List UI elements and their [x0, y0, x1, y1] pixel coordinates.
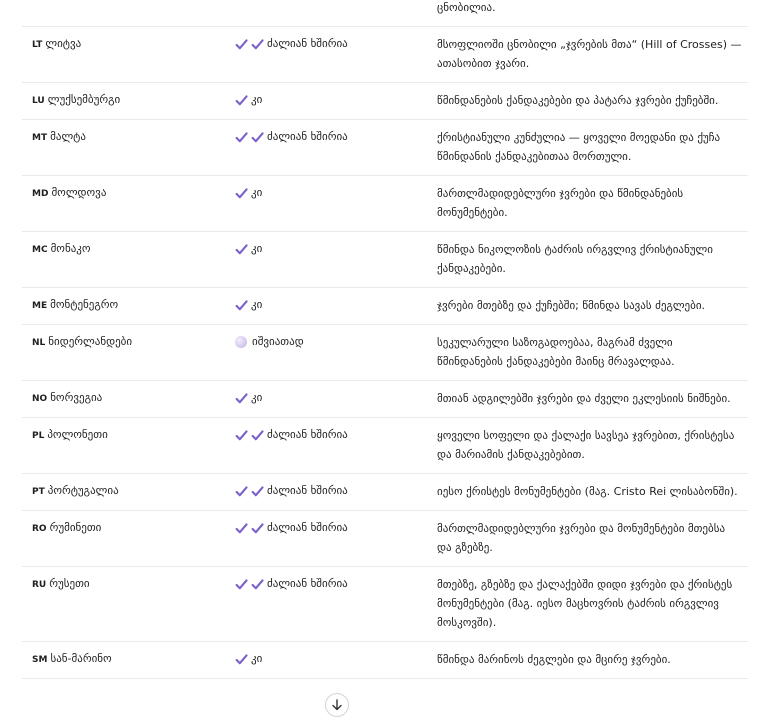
status-label: კი — [251, 298, 263, 311]
country-name: ლიტვა — [45, 37, 82, 50]
check-icon — [251, 522, 264, 535]
status-label: კი — [251, 652, 263, 665]
status-label: ძალიან ხშირია — [267, 130, 348, 143]
country-name: მონაკო — [50, 242, 91, 255]
country-name: ნორვეგია — [50, 391, 103, 404]
table-row — [22, 232, 748, 288]
country-cell — [22, 35, 235, 54]
country-code: PT — [32, 487, 45, 497]
country-cell — [22, 650, 235, 669]
country-name: ნიდერლანდები — [48, 335, 133, 348]
note-cell: წმინდა ნიკოლოზის ტაძრის ირგვლივ ქრისტიანული ქანდაკებები. — [437, 243, 713, 275]
country-code: SM — [32, 655, 48, 665]
country-cell — [22, 426, 235, 445]
country-cell — [22, 240, 235, 259]
status-cell — [235, 482, 437, 500]
table-row — [22, 325, 748, 381]
waning-moon-icon — [235, 336, 247, 348]
check-icon — [251, 131, 264, 144]
country-name: სან-მარინო — [50, 652, 112, 665]
check-icon — [235, 243, 248, 256]
check-icon — [235, 392, 248, 405]
table-row — [22, 381, 748, 418]
note-cell: მთიან ადგილებში ჯვრები და ძველი ეკლესიის ნიშნები. — [437, 392, 731, 405]
table-row — [22, 511, 748, 567]
country-cell — [22, 519, 235, 538]
status-label: კი — [251, 186, 263, 199]
country-code: NL — [32, 338, 46, 348]
country-code: LT — [32, 40, 43, 50]
country-name: მოლდოვა — [51, 186, 107, 199]
country-code: MT — [32, 133, 48, 143]
status-cell — [235, 333, 437, 351]
check-icon — [235, 578, 248, 591]
status-label: ძალიან ხშირია — [267, 521, 348, 534]
countries-table — [22, 0, 748, 679]
note-cell: ყოველი სოფელი და ქალაქი სავსეა ჯვრებით, ქრისტესა და მარიამის ქანდაკებებით. — [437, 429, 735, 461]
check-icon — [251, 485, 264, 498]
status-cell — [235, 35, 437, 53]
country-code: ME — [32, 301, 48, 311]
note-cell: ჯვრები მთებზე და ქუჩებში; წმინდა სავას ძეგლები. — [437, 299, 706, 312]
check-icon — [235, 187, 248, 200]
country-name: პოლონეთი — [47, 428, 108, 441]
check-icon — [235, 522, 248, 535]
country-code: MC — [32, 245, 48, 255]
note-cell: იესო ქრისტეს მონუმენტები (მაგ. Cristo Rei ლისაბონში). — [437, 485, 738, 498]
check-icon — [251, 38, 264, 51]
table-row — [22, 474, 748, 511]
status-cell — [235, 519, 437, 537]
table-row — [22, 0, 748, 27]
check-icon — [235, 38, 248, 51]
note-cell: მსოფლიოში ცნობილი „ჯვრების მთა“ (Hill of Crosses) — ათასობით ჯვარი. — [437, 38, 742, 70]
country-name: ლუქსემბურგი — [47, 93, 121, 106]
note-cell: ცნობილია. — [437, 1, 496, 14]
table-row — [22, 642, 748, 679]
status-cell — [235, 296, 437, 314]
country-cell — [22, 184, 235, 203]
status-cell — [235, 184, 437, 202]
table-row — [22, 120, 748, 176]
country-cell — [22, 296, 235, 315]
table-row — [22, 288, 748, 325]
country-code: RO — [32, 524, 47, 534]
country-cell — [22, 389, 235, 408]
check-icon — [251, 429, 264, 442]
country-name: მონტენეგრო — [50, 298, 119, 311]
check-icon — [235, 94, 248, 107]
country-code: NO — [32, 394, 48, 404]
note-cell: სეკულარული საზოგადოებაა, მაგრამ ძველი წმინდანების ქანდაკებები მაინც მრავალდაა. — [437, 336, 675, 368]
status-cell — [235, 650, 437, 668]
country-name: რუსეთი — [49, 577, 90, 590]
check-icon — [235, 131, 248, 144]
country-code: RU — [32, 580, 47, 590]
status-label: კი — [251, 93, 263, 106]
country-cell — [22, 333, 235, 352]
country-cell — [22, 575, 235, 594]
check-icon — [235, 485, 248, 498]
check-icon — [251, 578, 264, 591]
scroll-to-bottom-button[interactable] — [325, 693, 349, 717]
status-cell — [235, 389, 437, 407]
status-label: ძალიან ხშირია — [267, 37, 348, 50]
note-cell: მართლმადიდებლური ჯვრები და მონუმენტები მთებსა და გზებზე. — [437, 522, 726, 554]
status-label: ძალიან ხშირია — [267, 484, 348, 497]
country-name: პორტუგალია — [47, 484, 119, 497]
country-code: LU — [32, 96, 45, 106]
check-icon — [235, 429, 248, 442]
check-icon — [235, 299, 248, 312]
status-label: იშვიათად — [252, 335, 304, 348]
country-code: PL — [32, 431, 45, 441]
table-row — [22, 418, 748, 474]
table-row — [22, 83, 748, 120]
status-cell — [235, 426, 437, 444]
table-row — [22, 27, 748, 83]
status-cell — [235, 128, 437, 146]
check-icon — [235, 653, 248, 666]
note-cell: მთებზე, გზებზე და ქალაქებში დიდი ჯვრები და ქრისტეს მონუმენტები (მაგ. იესო მაცხოვრის ტაძრის ირგვლივ მოსკოვში). — [437, 578, 733, 629]
note-cell: მართლმადიდებლური ჯვრები და წმინდანების მონუმენტები. — [437, 187, 684, 219]
country-name: მალტა — [50, 130, 86, 143]
status-cell — [235, 240, 437, 258]
table-row — [22, 567, 748, 642]
country-name: რუმინეთი — [49, 521, 102, 534]
status-label: ძალიან ხშირია — [267, 577, 348, 590]
arrow-down-icon — [330, 698, 344, 712]
status-cell — [235, 575, 437, 593]
note-cell: წმინდა მარინოს ძეგლები და მცირე ჯვრები. — [437, 653, 671, 666]
country-cell — [22, 128, 235, 147]
note-cell: წმინდანების ქანდაკებები და პატარა ჯვრები ქუჩებში. — [437, 94, 719, 107]
status-cell — [235, 91, 437, 109]
table-row — [22, 176, 748, 232]
country-code: MD — [32, 189, 49, 199]
status-label: კი — [251, 242, 263, 255]
country-cell — [22, 91, 235, 110]
status-label: ძალიან ხშირია — [267, 428, 348, 441]
note-cell: ქრისტიანული კუნძულია — ყოველი მოედანი და ქუჩა წმინდანის ქანდაკებითაა მორთული. — [437, 131, 721, 163]
country-cell — [22, 482, 235, 501]
status-label: კი — [251, 391, 263, 404]
